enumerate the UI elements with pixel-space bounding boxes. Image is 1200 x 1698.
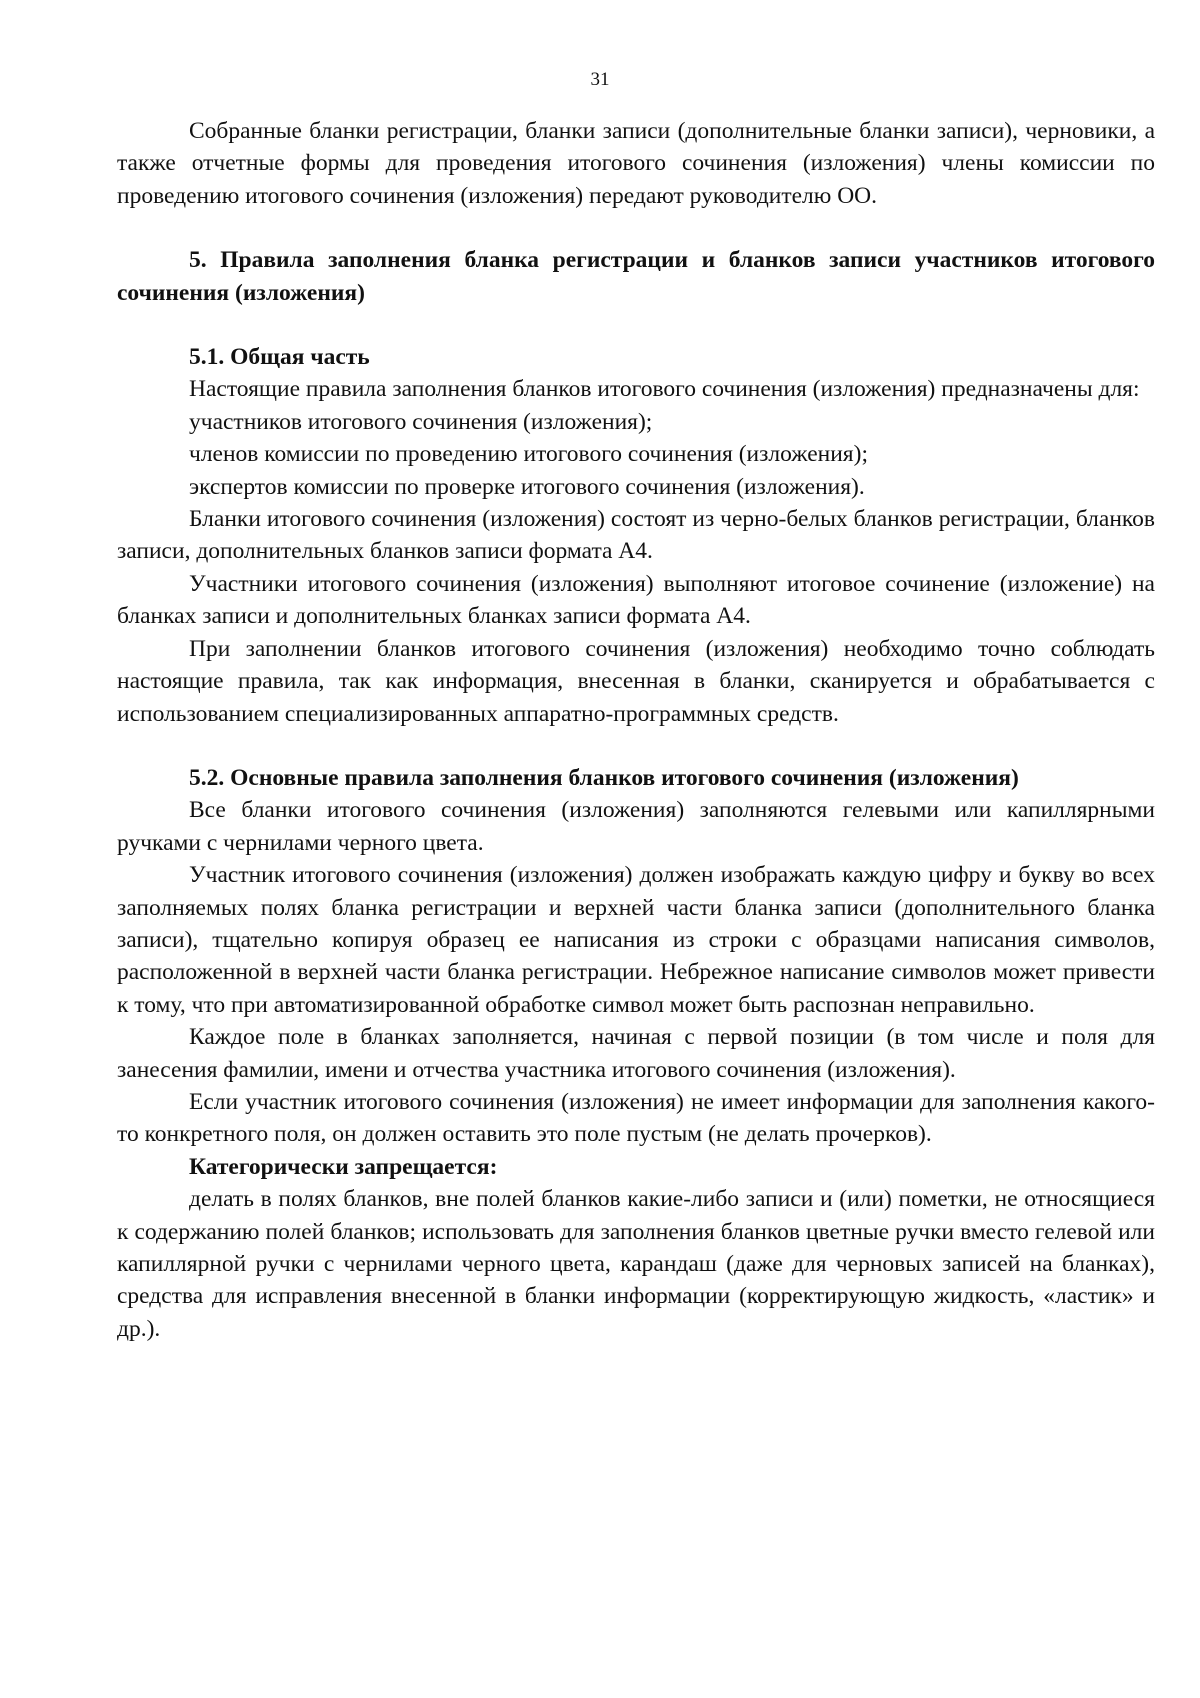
paragraph-forms-composition: Бланки итогового сочинения (изложения) состоят из черно-белых бланков регистрации, бланков записи, дополнительных бланков записи формата А4.: [117, 506, 1155, 565]
paragraph-first-position: Каждое поле в бланках заполняется, начиная с первой позиции (в том числе и поля для занесения фамилии, имени и отчества участника итогового сочинения (изложения).: [117, 1024, 1155, 1083]
section-5-heading: 5. Правила заполнения бланка регистрации и бланков записи участников итогового сочинения (изложения): [117, 247, 1155, 306]
paragraph-participants-write: Участники итогового сочинения (изложения) выполняют итоговое сочинение (изложение) на бланках записи и дополнительных бланках записи формата А4.: [117, 570, 1155, 630]
list-item-experts: экспертов комиссии по проверке итогового сочинения (изложения).: [189, 473, 865, 500]
section-5-1-heading: 5.1. Общая часть: [189, 344, 370, 371]
paragraph-character-writing: Участник итогового сочинения (изложения) должен изображать каждую цифру и букву во всех заполняемых полях бланка регистрации и верхней части бланка записи (дополнительного бланка записи), тщательно копируя образец ее написания из строки с образцами написания символов, расположенной в верхней части бланка регистрации. Небрежное написание символов может привести к тому, что при автоматизированной обработке символ может быть распознан неправильно.: [117, 862, 1155, 1018]
paragraph-empty-field: Если участник итогового сочинения (изложения) не имеет информации для заполнения какого-то конкретного поля, он должен оставить это поле пустым (не делать прочерков).: [117, 1088, 1155, 1148]
document-body: [117, 115, 1155, 1345]
forbidden-heading: Категорически запрещается:: [189, 1153, 498, 1180]
paragraph-rules-intended-for: Настоящие правила заполнения бланков итогового сочинения (изложения) предназначены для:: [189, 376, 1140, 403]
section-5-2-heading: 5.2. Основные правила заполнения бланков итогового сочинения (изложения): [189, 764, 1019, 791]
paragraph-pens: Все бланки итогового сочинения (изложения) заполняются гелевыми или капиллярными ручками с чернилами черного цвета.: [117, 797, 1155, 856]
list-item-participants: участников итогового сочинения (изложения);: [189, 408, 653, 435]
paragraph-follow-rules: При заполнении бланков итогового сочинения (изложения) необходимо точно соблюдать настоящие правила, так как информация, внесенная в бланки, сканируется и обрабатывается с использованием специализированных аппаратно-программных средств.: [117, 635, 1155, 727]
page-number: 31: [590, 69, 610, 90]
paragraph-collected-forms: Собранные бланки регистрации, бланки записи (дополнительные бланки записи), черновики, а также отчетные формы для проведения итогового сочинения (изложения) члены комиссии по проведению итогового сочинения (изложения) передают руководителю ОО.: [117, 118, 1155, 209]
list-item-commission-members: членов комиссии по проведению итогового сочинения (изложения);: [189, 441, 868, 468]
paragraph-forbidden-actions: делать в полях бланков, вне полей бланков какие-либо записи и (или) пометки, не относящиеся к содержанию полей бланков; использовать для заполнения бланков цветные ручки вместо гелевой или капиллярной ручки с чернилами черного цвета, карандаш (даже для черновых записей на бланках), средства для исправления внесенной в бланки информации (корректирующую жидкость, «ластик» и др.).: [117, 1186, 1155, 1342]
